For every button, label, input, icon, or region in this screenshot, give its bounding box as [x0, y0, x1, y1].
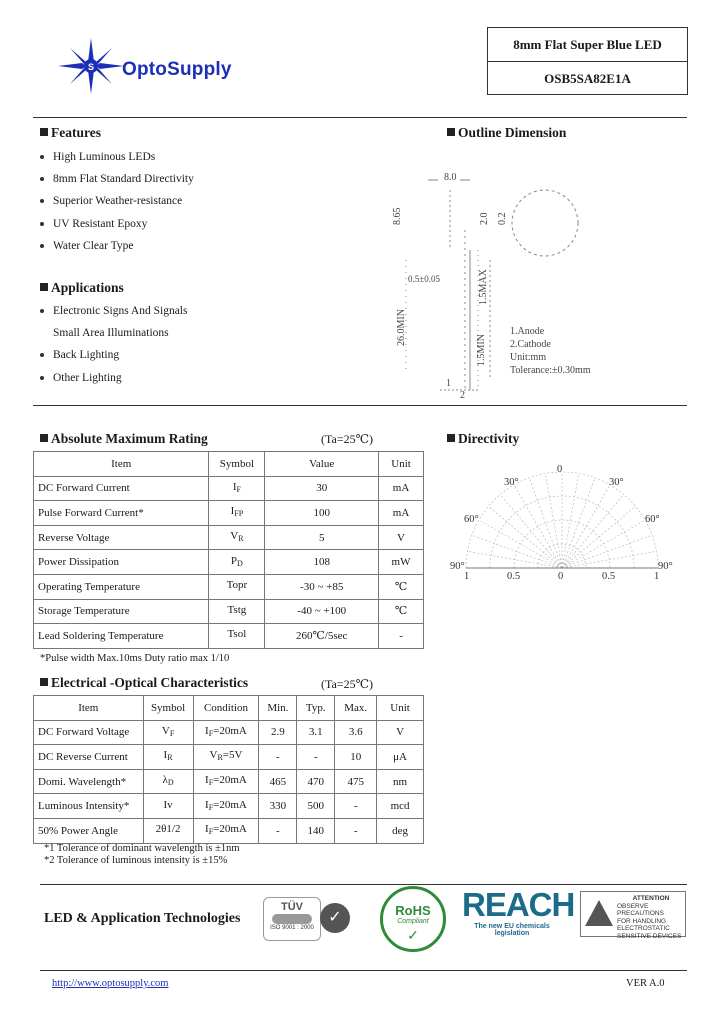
- outline-drawing: [390, 150, 680, 410]
- svg-text:S: S: [87, 62, 95, 72]
- table-row: Lead Soldering Temperature Tsol 260℃/5sec -: [34, 624, 424, 649]
- outline-heading: Outline Dimension: [447, 125, 566, 141]
- angle-label-90-left: 90°: [450, 561, 465, 572]
- polar-spoke: [514, 485, 562, 568]
- list-item: Back Lighting: [38, 344, 187, 366]
- reach-badge: REACH The new EU chemicals legislation: [462, 886, 575, 937]
- table-row: Pulse Forward Current* $I_{FP}$ 100 mA: [34, 501, 424, 526]
- features-list: [38, 146, 194, 257]
- pin-label-1: 1: [446, 378, 451, 389]
- dim-lead-thickness: 0.5±0.05: [408, 274, 440, 284]
- section-divider: [33, 405, 687, 406]
- rohs-badge: RoHS Compliant ✓: [380, 886, 446, 952]
- eo-footnote-2: *2 Tolerance of luminous intensity is ±15%: [44, 855, 228, 866]
- dim-lead-length: 26.0MIN: [396, 309, 407, 346]
- angle-label-90-right: 90°: [658, 561, 673, 572]
- table-row: DC Forward Current $I_F$ 30 mA: [34, 476, 424, 501]
- esd-attention-badge: ATTENTION OBSERVE PRECAUTIONS FOR HANDLING ELECTROSTATIC SENSITIVE DEVICES: [580, 891, 686, 937]
- note-tolerance: Tolerance:±0.30mm: [510, 365, 591, 376]
- brand-logo: [56, 36, 276, 96]
- brand-name: OptoSupply: [122, 59, 232, 80]
- eo-table: [33, 695, 424, 844]
- angle-label-60-left: 60°: [464, 514, 479, 525]
- esd-warning-icon: [585, 900, 613, 926]
- list-item: Small Area Illuminations: [53, 327, 169, 340]
- star-logo-icon: [56, 36, 126, 96]
- scale-label: 1: [464, 571, 470, 582]
- table-row: Power Dissipation $P_D$ 108 mW: [34, 550, 424, 575]
- scale-label: 0: [558, 571, 564, 582]
- company-name: LED & Application Technologies: [44, 911, 241, 926]
- note-cathode: 2.Cathode: [510, 339, 551, 350]
- angle-label-30-left: 30°: [504, 477, 519, 488]
- list-item: Superior Weather-resistance: [38, 190, 194, 212]
- table-row: DC Forward Voltage $V_F$ $I_F=20mA$ 2.9 3.1 3.6 V: [34, 720, 424, 745]
- applications-list: [38, 300, 187, 389]
- footer-divider: [40, 884, 687, 885]
- note-anode: 1.Anode: [510, 326, 545, 337]
- version-label: VER A.0: [626, 978, 665, 989]
- eo-footnote-1: *1 Tolerance of dominant wavelength is ±1nm: [44, 843, 240, 854]
- part-number: OSB5SA82E1A: [488, 61, 687, 95]
- table-row: Operating Temperature Topr -30 ~ +85 ℃: [34, 574, 424, 599]
- directivity-heading: Directivity: [447, 431, 519, 447]
- abs-max-footnote: *Pulse width Max.10ms Duty ratio max 1/10: [40, 653, 230, 664]
- list-item: High Luminous LEDs: [38, 146, 194, 168]
- header-divider: [33, 117, 687, 118]
- table-row: 50% Power Angle 2θ1/2 $I_F=20mA$ - 140 - deg: [34, 818, 424, 843]
- footer-bottom-divider: [40, 970, 687, 971]
- applications-heading: Applications: [40, 280, 124, 296]
- table-row: Storage Temperature Tstg -40 ~ +100 ℃: [34, 599, 424, 624]
- dim-height: 8.65: [392, 207, 403, 225]
- angle-label-0: 0: [557, 464, 563, 475]
- pin-label-2: 2: [460, 390, 465, 401]
- abs-max-heading: Absolute Maximum Rating: [40, 431, 208, 447]
- list-item: 8mm Flat Standard Directivity: [38, 168, 194, 190]
- check-seal-icon: ✓: [320, 903, 350, 933]
- list-item: Other Lighting: [38, 367, 187, 389]
- list-item: UV Resistant Epoxy: [38, 213, 194, 235]
- eo-condition: (Ta=25℃): [321, 677, 374, 691]
- website-link[interactable]: http://www.optosupply.com: [52, 978, 169, 989]
- tuv-iso-badge: TÜV ISO 9001 : 2000: [263, 897, 321, 941]
- product-title: 8mm Flat Super Blue LED: [513, 36, 662, 52]
- scale-label: 0.5: [602, 571, 616, 582]
- dim-lead-min: 1.5MIN: [476, 334, 487, 366]
- scale-label: 0.5: [507, 571, 521, 582]
- abs-max-condition: (Ta=25℃): [321, 432, 374, 446]
- scale-label: 1: [654, 571, 660, 582]
- table-row: Luminous Intensity* Iv $I_F=20mA$ 330 500 - mcd: [34, 794, 424, 819]
- polar-spoke: [562, 520, 645, 568]
- list-item: Electronic Signs And Signals: [38, 300, 187, 322]
- table-header-row: Item Symbol Condition Min. Typ. Max. Unit: [34, 696, 424, 721]
- table-row: Domi. Wavelength* $\lambda_D$ $I_F=20mA$ 465 470 475 nm: [34, 769, 424, 794]
- abs-max-table: [33, 451, 424, 649]
- title-box: [487, 27, 688, 95]
- table-header-row: Item Symbol Value Unit: [34, 452, 424, 477]
- dim-flat: 0.2: [497, 212, 508, 225]
- dim-width: 8.0: [444, 172, 457, 183]
- list-item: Water Clear Type: [38, 235, 194, 257]
- note-unit: Unit:mm: [510, 352, 547, 363]
- dim-pitch: 2.0: [479, 212, 490, 225]
- eo-heading: Electrical -Optical Characteristics: [40, 675, 248, 691]
- angle-label-60-right: 60°: [645, 514, 660, 525]
- table-row: Reverse Voltage $V_R$ 5 V: [34, 525, 424, 550]
- dim-flange: 1.5MAX: [478, 269, 489, 305]
- angle-label-30-right: 30°: [609, 477, 624, 488]
- features-heading: Features: [40, 125, 101, 141]
- directivity-polar-plot: [442, 458, 682, 588]
- table-row: DC Reverse Current $I_R$ $V_R=5V$ - - 10 μA: [34, 745, 424, 770]
